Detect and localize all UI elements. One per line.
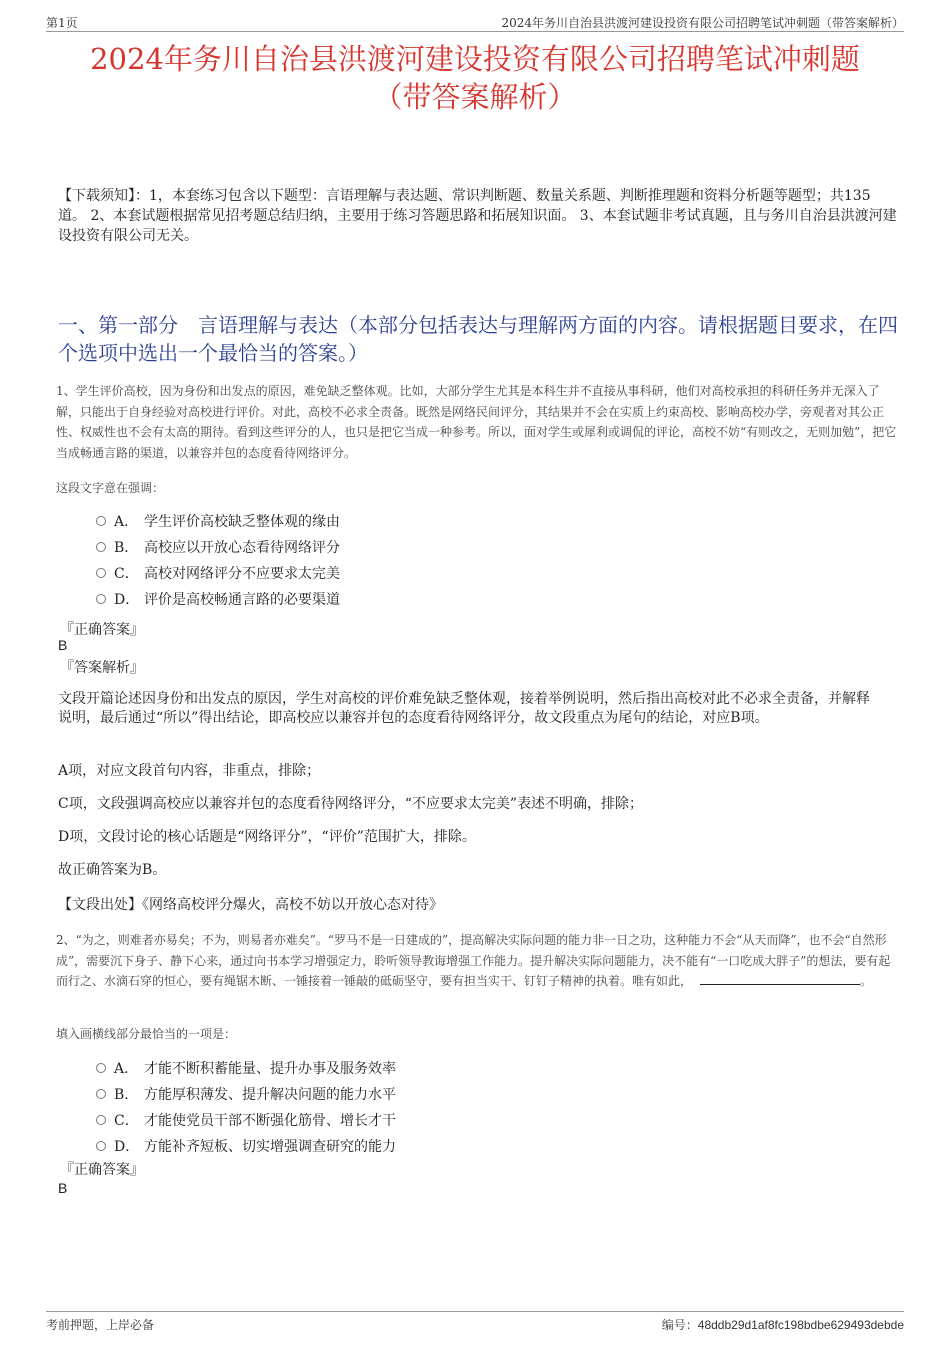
footer-code: 编号：48ddb29d1af8fc198bdbe629493debde <box>661 1318 904 1332</box>
question-2-option-d[interactable]: D． 方能补齐短板、切实增强调查研究的能力 <box>96 1134 396 1160</box>
question-1-analysis-c: C项，文段强调高校应以兼容并包的态度看待网络评分，“不应要求太完美”表述不明确，排除； <box>58 796 644 812</box>
question-1-analysis-a: A项，对应文段首句内容，非重点，排除； <box>58 763 321 779</box>
question-1-analysis-tag: 『答案解析』 <box>60 660 144 676</box>
question-1-answer-tag: 『正确答案』 <box>60 622 144 638</box>
question-1-option-b[interactable]: B． 高校应以开放心态看待网络评分 <box>96 535 340 561</box>
fill-blank-line <box>700 973 860 985</box>
question-1-stem: 1、学生评价高校，因为身份和出发点的原因，难免缺乏整体观。比如，大部分学生尤其是本科生并不直接从事科研，他们对高校承担的科研任务并无深入了解，只能出于自身经验对高校进行评价。对此，高校不必求全责备。既然是网络民间评分，其结果并不会在实质上约束高校、影响高校办学，旁观者对其公正性、权威性也不会有太高的期待。看到这些评分的人，也只是把它当成一种参考。所以，面对学生或犀利或调侃的评论，高校不妨“有则改之，无则加勉”，把它当成畅通言路的渠道，以兼容并包的态度看待网络评分。 <box>56 384 897 460</box>
header-doc-title: 2024年务川自治县洪渡河建设投资有限公司招聘笔试冲刺题（带答案解析） <box>501 16 904 30</box>
question-1-option-a[interactable]: A． 学生评价高校缺乏整体观的缘由 <box>96 509 340 535</box>
question-1-option-c[interactable]: C． 高校对网络评分不应要求太完美 <box>96 561 340 587</box>
title-line-2: （带答案解析） <box>373 80 577 114</box>
question-1-source: 【文段出处】《网络高校评分爆火，高校不妨以开放心态对待》 <box>58 897 443 913</box>
page-footer <box>46 1311 904 1331</box>
question-1-prompt: 这段文字意在强调： <box>56 481 165 495</box>
question-1-answer: B <box>58 637 68 653</box>
question-2-option-a[interactable]: A． 才能不断积蓄能量、提升办事及服务效率 <box>96 1056 396 1082</box>
title-line-1: 2024年务川自治县洪渡河建设投资有限公司招聘笔试冲刺题 <box>90 42 860 76</box>
question-2-prompt: 填入画横线部分最恰当的一项是： <box>56 1027 237 1041</box>
question-2-option-c[interactable]: C． 才能使党员干部不断强化筋骨、增长才干 <box>96 1108 396 1134</box>
question-1-analysis-d: D项，文段讨论的核心话题是“网络评分”，“评价”范围扩大，排除。 <box>58 829 476 845</box>
section-heading: 一、第一部分 言语理解与表达（本部分包括表达与理解两方面的内容。请根据题目要求，在四个选项中选出一个最恰当的答案。） <box>58 313 898 365</box>
question-2-answer: B <box>58 1180 68 1196</box>
radio-icon[interactable] <box>96 568 106 578</box>
radio-icon[interactable] <box>96 594 106 604</box>
radio-icon[interactable] <box>96 1115 106 1125</box>
page-header <box>46 14 904 32</box>
question-1-analysis-main: 文段开篇论述因身份和出发点的原因，学生对高校的评价难免缺乏整体观，接着举例说明，然后指出高校对此不必求全责备，并解释说明，最后通过“所以”得出结论，即高校应以兼容并包的态度看待网络评分，故文段重点为尾句的结论，对应B项。 <box>58 691 870 726</box>
question-2-option-b[interactable]: B． 方能厚积薄发、提升解决问题的能力水平 <box>96 1082 396 1108</box>
question-1-analysis-conclusion: 故正确答案为B。 <box>58 862 167 878</box>
document-title <box>40 40 910 116</box>
radio-icon[interactable] <box>96 1063 106 1073</box>
question-2-stem: 2、“为之，则难者亦易矣；不为，则易者亦难矣”。“罗马不是一日建成的”，提高解决实际问题的能力非一日之功，这种能力不会“从天而降”，也不会“自然形成”，需要沉下身子、静下心来，通过向书本学习增强定力，聆听领导教诲增强工作能力。提升解决实际问题能力，决不能有“一口吃成大胖子”的想法，要有起而行之、水滴石穿的恒心，要有绳锯木断、一锤接着一锤敲的砥砺坚守，要有担当实干、钉钉子精神的执着。唯有如此， 。 <box>56 933 891 988</box>
footer-slogan: 考前押题，上岸必备 <box>46 1318 155 1332</box>
download-notice: 【下载须知】：1，本套练习包含以下题型：言语理解与表达题、常识判断题、数量关系题、判断推理题和资料分析题等题型；共135道。 2、本套试题根据常见招考题总结归纳，主要用于练习答题思路和拓展知识面。 3、本套试题非考试真题，且与务川自治县洪渡河建设投资有限公司无关。 <box>58 188 897 244</box>
radio-icon[interactable] <box>96 1089 106 1099</box>
page-number: 第1页 <box>46 16 78 30</box>
question-1-option-d[interactable]: D． 评价是高校畅通言路的必要渠道 <box>96 587 340 613</box>
question-2-answer-tag: 『正确答案』 <box>60 1162 144 1178</box>
radio-icon[interactable] <box>96 516 106 526</box>
question-1-options <box>96 509 340 613</box>
radio-icon[interactable] <box>96 542 106 552</box>
radio-icon[interactable] <box>96 1141 106 1151</box>
question-2-options <box>96 1056 396 1160</box>
